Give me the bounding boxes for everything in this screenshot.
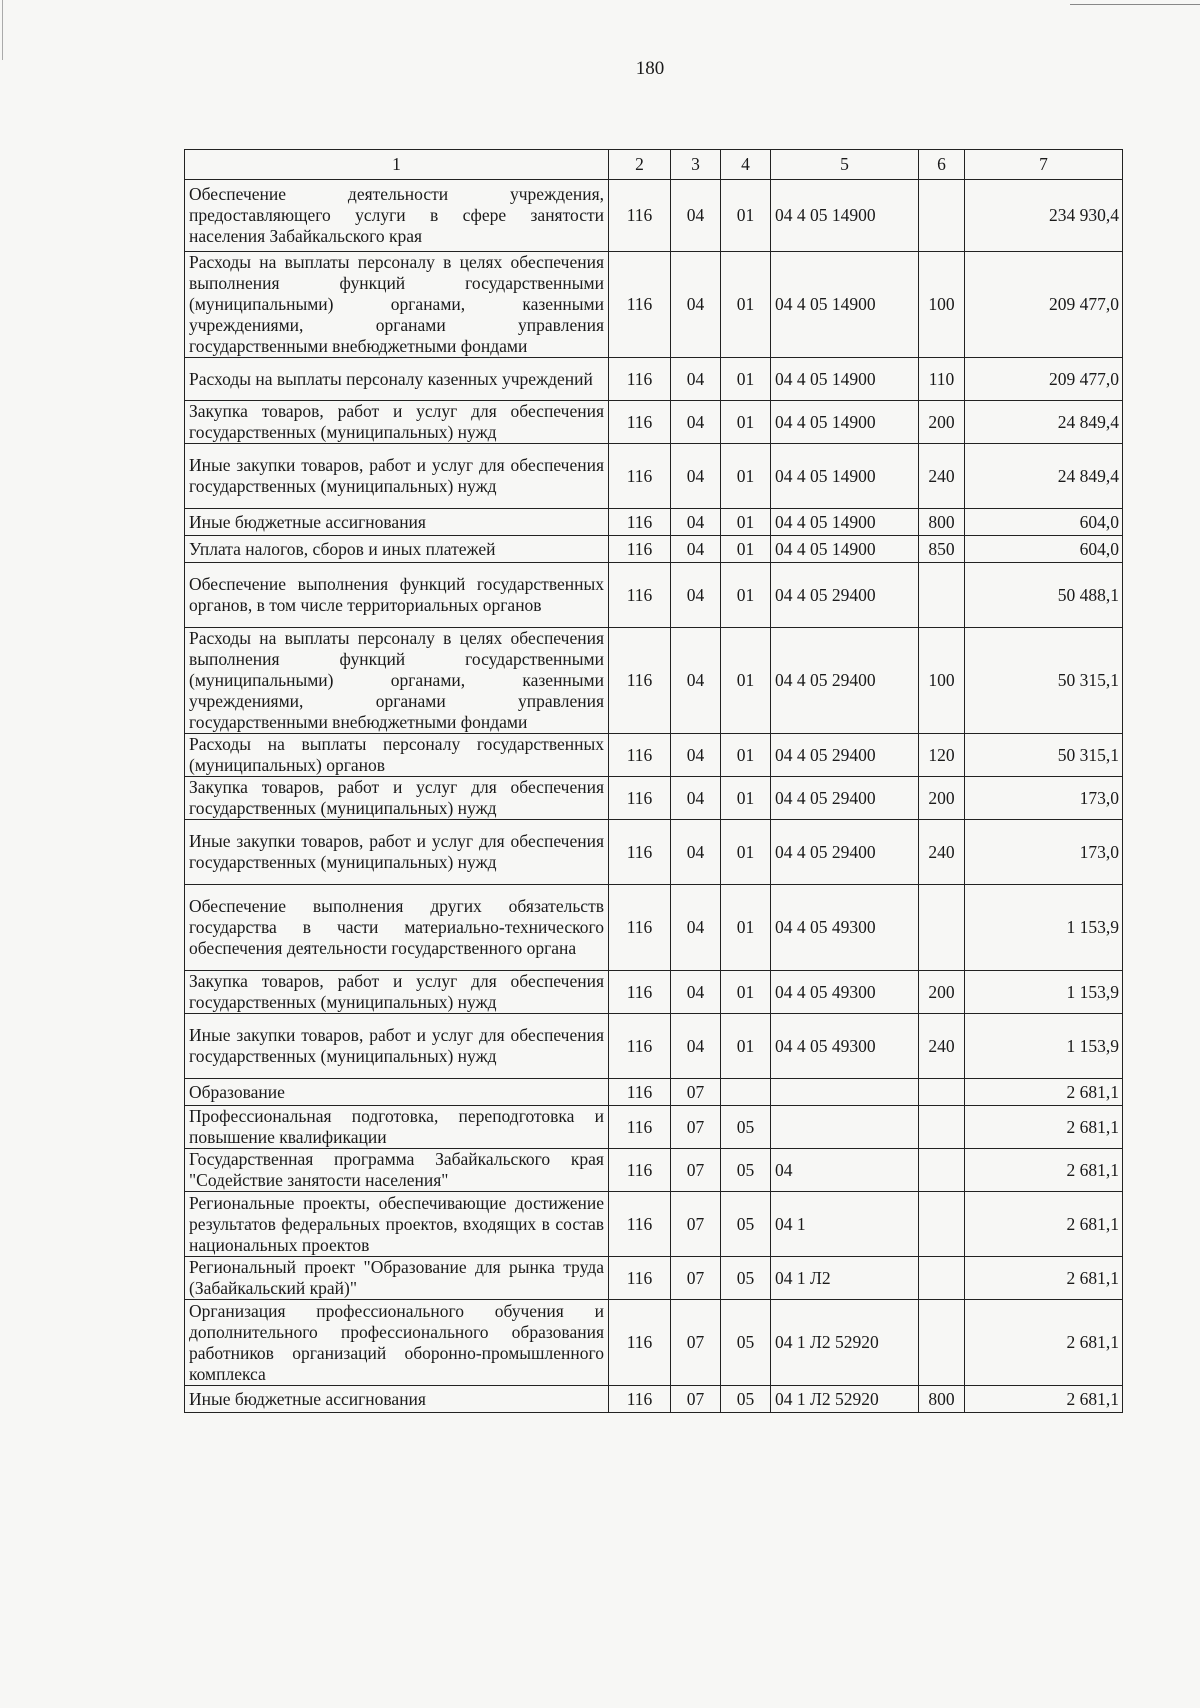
scan-edge-line (1070, 4, 1200, 5)
row-pr-cell: 01 (721, 734, 771, 777)
row-pr-cell: 01 (721, 563, 771, 628)
row-pr-cell: 01 (721, 628, 771, 734)
row-name-cell: Иные бюджетные ассигнования (185, 509, 609, 536)
row-csr-cell: 04 1 Л2 52920 (771, 1300, 919, 1386)
row-sum-cell: 234 930,4 (965, 180, 1123, 252)
row-pr-cell: 01 (721, 180, 771, 252)
row-rz-cell: 04 (671, 180, 721, 252)
row-pr-cell: 05 (721, 1386, 771, 1413)
table-row (185, 1014, 1123, 1079)
table-row (185, 1300, 1123, 1386)
row-vr-cell: 200 (919, 401, 965, 444)
row-csr-cell: 04 1 Л2 52920 (771, 1386, 919, 1413)
header-cell: 7 (965, 150, 1123, 180)
row-rz-cell: 04 (671, 444, 721, 509)
table-row (185, 1106, 1123, 1149)
row-csr-cell: 04 4 05 14900 (771, 444, 919, 509)
header-cell: 5 (771, 150, 919, 180)
table-row (185, 885, 1123, 971)
table-row (185, 777, 1123, 820)
row-csr-cell: 04 4 05 29400 (771, 777, 919, 820)
row-name-cell: Профессиональная подготовка, переподготовка и повышение квалификации (185, 1106, 609, 1149)
row-csr-cell: 04 4 05 29400 (771, 820, 919, 885)
row-sum-cell: 50 488,1 (965, 563, 1123, 628)
row-pr-cell: 05 (721, 1192, 771, 1257)
row-sum-cell: 50 315,1 (965, 628, 1123, 734)
row-pr-cell: 01 (721, 444, 771, 509)
row-csr-cell: 04 (771, 1149, 919, 1192)
row-csr-cell: 04 4 05 14900 (771, 180, 919, 252)
row-csr-cell: 04 4 05 14900 (771, 509, 919, 536)
table-row (185, 180, 1123, 252)
row-sum-cell: 2 681,1 (965, 1192, 1123, 1257)
row-vr-cell: 240 (919, 444, 965, 509)
row-rz-cell: 07 (671, 1386, 721, 1413)
row-rz-cell: 04 (671, 1014, 721, 1079)
row-csr-cell: 04 1 Л2 (771, 1257, 919, 1300)
row-name-cell: Расходы на выплаты персоналу в целях обеспечения выполнения функций государственными (муниципальными) органами, казенными учреждениями, органами управления государственными внебюджетными фондами (185, 252, 609, 358)
row-name-cell: Обеспечение деятельности учреждения, предоставляющего услуги в сфере занятости населения Забайкальского края (185, 180, 609, 252)
row-pr-cell: 01 (721, 358, 771, 401)
table-row (185, 252, 1123, 358)
row-gr-cell: 116 (609, 1106, 671, 1149)
row-pr-cell: 05 (721, 1300, 771, 1386)
row-csr-cell: 04 4 05 14900 (771, 252, 919, 358)
row-sum-cell: 173,0 (965, 820, 1123, 885)
row-sum-cell: 1 153,9 (965, 885, 1123, 971)
row-vr-cell: 100 (919, 252, 965, 358)
row-name-cell: Закупка товаров, работ и услуг для обеспечения государственных (муниципальных) нужд (185, 401, 609, 444)
row-name-cell: Закупка товаров, работ и услуг для обеспечения государственных (муниципальных) нужд (185, 777, 609, 820)
header-cell: 1 (185, 150, 609, 180)
row-vr-cell: 100 (919, 628, 965, 734)
row-pr-cell: 01 (721, 509, 771, 536)
row-sum-cell: 1 153,9 (965, 971, 1123, 1014)
row-rz-cell: 04 (671, 628, 721, 734)
row-vr-cell (919, 180, 965, 252)
row-name-cell: Расходы на выплаты персоналу казенных учреждений (185, 358, 609, 401)
row-pr-cell: 01 (721, 1014, 771, 1079)
row-gr-cell: 116 (609, 1014, 671, 1079)
row-vr-cell: 200 (919, 971, 965, 1014)
row-vr-cell: 800 (919, 509, 965, 536)
row-vr-cell (919, 1257, 965, 1300)
row-rz-cell: 04 (671, 820, 721, 885)
row-gr-cell: 116 (609, 734, 671, 777)
row-sum-cell: 2 681,1 (965, 1106, 1123, 1149)
header-cell: 2 (609, 150, 671, 180)
row-vr-cell (919, 1106, 965, 1149)
row-rz-cell: 04 (671, 401, 721, 444)
row-name-cell: Обеспечение выполнения функций государственных органов, в том числе территориальных органов (185, 563, 609, 628)
table-row (185, 401, 1123, 444)
row-gr-cell: 116 (609, 1192, 671, 1257)
row-rz-cell: 04 (671, 971, 721, 1014)
row-sum-cell: 209 477,0 (965, 252, 1123, 358)
row-vr-cell: 120 (919, 734, 965, 777)
row-pr-cell: 01 (721, 971, 771, 1014)
row-csr-cell: 04 4 05 49300 (771, 971, 919, 1014)
header-cell: 3 (671, 150, 721, 180)
row-name-cell: Иные бюджетные ассигнования (185, 1386, 609, 1413)
row-name-cell: Расходы на выплаты персоналу государственных (муниципальных) органов (185, 734, 609, 777)
row-sum-cell: 1 153,9 (965, 1014, 1123, 1079)
table-row (185, 734, 1123, 777)
row-gr-cell: 116 (609, 1149, 671, 1192)
budget-table (184, 149, 1123, 1413)
row-gr-cell: 116 (609, 180, 671, 252)
row-gr-cell: 116 (609, 563, 671, 628)
row-sum-cell: 50 315,1 (965, 734, 1123, 777)
row-vr-cell (919, 563, 965, 628)
table-row (185, 1192, 1123, 1257)
row-gr-cell: 116 (609, 777, 671, 820)
row-pr-cell: 05 (721, 1106, 771, 1149)
row-pr-cell: 01 (721, 252, 771, 358)
row-csr-cell: 04 4 05 14900 (771, 401, 919, 444)
row-vr-cell: 850 (919, 536, 965, 563)
table-header (185, 150, 1123, 180)
row-gr-cell: 116 (609, 1257, 671, 1300)
row-pr-cell: 05 (721, 1257, 771, 1300)
row-sum-cell: 2 681,1 (965, 1079, 1123, 1106)
row-pr-cell: 01 (721, 536, 771, 563)
row-pr-cell: 01 (721, 820, 771, 885)
row-gr-cell: 116 (609, 444, 671, 509)
row-rz-cell: 07 (671, 1149, 721, 1192)
table-row (185, 820, 1123, 885)
table-row (185, 536, 1123, 563)
row-sum-cell: 2 681,1 (965, 1149, 1123, 1192)
table-row (185, 628, 1123, 734)
row-name-cell: Иные закупки товаров, работ и услуг для обеспечения государственных (муниципальных) нужд (185, 1014, 609, 1079)
row-vr-cell: 240 (919, 1014, 965, 1079)
row-gr-cell: 116 (609, 971, 671, 1014)
header-cell: 4 (721, 150, 771, 180)
row-rz-cell: 07 (671, 1079, 721, 1106)
table-body (185, 180, 1123, 1413)
row-csr-cell: 04 4 05 49300 (771, 1014, 919, 1079)
row-pr-cell (721, 1079, 771, 1106)
row-vr-cell: 110 (919, 358, 965, 401)
row-csr-cell (771, 1079, 919, 1106)
table-row (185, 971, 1123, 1014)
row-gr-cell: 116 (609, 1386, 671, 1413)
row-rz-cell: 07 (671, 1257, 721, 1300)
row-gr-cell: 116 (609, 1300, 671, 1386)
table-row (185, 1149, 1123, 1192)
row-rz-cell: 04 (671, 563, 721, 628)
row-sum-cell: 209 477,0 (965, 358, 1123, 401)
row-pr-cell: 01 (721, 777, 771, 820)
row-vr-cell: 240 (919, 820, 965, 885)
row-name-cell: Иные закупки товаров, работ и услуг для обеспечения государственных (муниципальных) нужд (185, 820, 609, 885)
row-rz-cell: 04 (671, 885, 721, 971)
row-sum-cell: 2 681,1 (965, 1257, 1123, 1300)
row-rz-cell: 07 (671, 1300, 721, 1386)
row-gr-cell: 116 (609, 509, 671, 536)
row-name-cell: Иные закупки товаров, работ и услуг для обеспечения государственных (муниципальных) нужд (185, 444, 609, 509)
table-row (185, 1257, 1123, 1300)
row-gr-cell: 116 (609, 536, 671, 563)
row-rz-cell: 04 (671, 252, 721, 358)
row-name-cell: Образование (185, 1079, 609, 1106)
table-row (185, 444, 1123, 509)
row-gr-cell: 116 (609, 358, 671, 401)
row-csr-cell: 04 4 05 29400 (771, 563, 919, 628)
row-rz-cell: 07 (671, 1192, 721, 1257)
row-name-cell: Региональный проект "Образование для рынка труда (Забайкальский край)" (185, 1257, 609, 1300)
table-row (185, 1079, 1123, 1106)
row-rz-cell: 04 (671, 509, 721, 536)
row-vr-cell (919, 1149, 965, 1192)
row-name-cell: Государственная программа Забайкальского края "Содействие занятости населения" (185, 1149, 609, 1192)
scan-edge-line (2, 0, 3, 60)
row-rz-cell: 04 (671, 777, 721, 820)
row-name-cell: Расходы на выплаты персоналу в целях обеспечения выполнения функций государственными (муниципальными) органами, казенными учреждениями, органами управления государственными внебюджетными фондами (185, 628, 609, 734)
row-name-cell: Закупка товаров, работ и услуг для обеспечения государственных (муниципальных) нужд (185, 971, 609, 1014)
row-vr-cell (919, 885, 965, 971)
row-name-cell: Организация профессионального обучения и дополнительного профессионального образования работников организаций оборонно-промышленного комплекса (185, 1300, 609, 1386)
row-rz-cell: 04 (671, 734, 721, 777)
row-rz-cell: 04 (671, 358, 721, 401)
row-gr-cell: 116 (609, 628, 671, 734)
row-csr-cell: 04 4 05 29400 (771, 734, 919, 777)
row-sum-cell: 2 681,1 (965, 1386, 1123, 1413)
row-name-cell: Уплата налогов, сборов и иных платежей (185, 536, 609, 563)
table-row (185, 509, 1123, 536)
row-vr-cell: 800 (919, 1386, 965, 1413)
row-rz-cell: 04 (671, 536, 721, 563)
row-sum-cell: 24 849,4 (965, 401, 1123, 444)
row-vr-cell: 200 (919, 777, 965, 820)
row-rz-cell: 07 (671, 1106, 721, 1149)
row-csr-cell (771, 1106, 919, 1149)
row-sum-cell: 173,0 (965, 777, 1123, 820)
table-row (185, 358, 1123, 401)
table-row (185, 563, 1123, 628)
row-sum-cell: 2 681,1 (965, 1300, 1123, 1386)
row-vr-cell (919, 1192, 965, 1257)
header-cell: 6 (919, 150, 965, 180)
row-gr-cell: 116 (609, 820, 671, 885)
row-csr-cell: 04 1 (771, 1192, 919, 1257)
row-vr-cell (919, 1300, 965, 1386)
header-row (185, 150, 1123, 180)
row-csr-cell: 04 4 05 49300 (771, 885, 919, 971)
row-name-cell: Региональные проекты, обеспечивающие достижение результатов федеральных проектов, входящих в состав национальных проектов (185, 1192, 609, 1257)
row-gr-cell: 116 (609, 1079, 671, 1106)
row-csr-cell: 04 4 05 14900 (771, 536, 919, 563)
row-sum-cell: 604,0 (965, 509, 1123, 536)
row-sum-cell: 24 849,4 (965, 444, 1123, 509)
row-pr-cell: 01 (721, 401, 771, 444)
row-vr-cell (919, 1079, 965, 1106)
row-csr-cell: 04 4 05 29400 (771, 628, 919, 734)
row-gr-cell: 116 (609, 252, 671, 358)
row-pr-cell: 05 (721, 1149, 771, 1192)
row-name-cell: Обеспечение выполнения других обязательств государства в части материально-технического обеспечения деятельности государственного органа (185, 885, 609, 971)
row-pr-cell: 01 (721, 885, 771, 971)
row-gr-cell: 116 (609, 885, 671, 971)
row-sum-cell: 604,0 (965, 536, 1123, 563)
row-csr-cell: 04 4 05 14900 (771, 358, 919, 401)
page-number: 180 (635, 58, 665, 79)
table-row (185, 1386, 1123, 1413)
row-gr-cell: 116 (609, 401, 671, 444)
